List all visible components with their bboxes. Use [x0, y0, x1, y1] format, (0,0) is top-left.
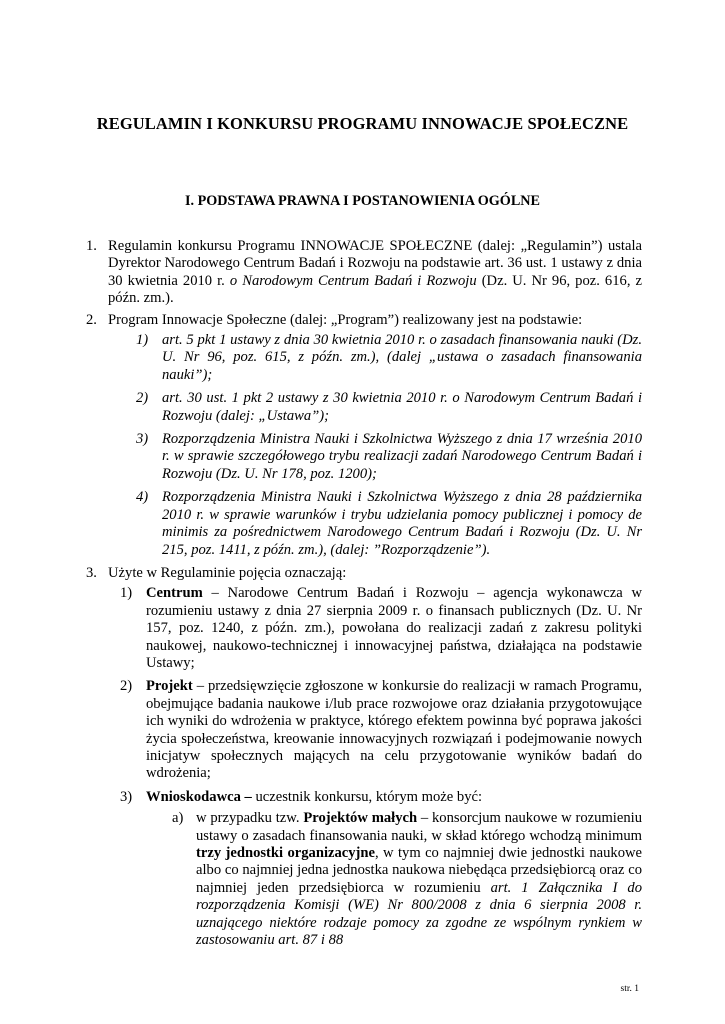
- main-list: [86, 238, 642, 949]
- definition-term: Wnioskodawca –: [146, 788, 252, 805]
- item-text-end: (Dz. U. Nr 96, poz. 616, z późn. zm.).: [108, 272, 642, 307]
- applicant-text: w przypadku tzw.: [196, 810, 304, 827]
- sublist-item: [128, 390, 642, 425]
- section-title: I. PODSTAWA PRAWNA I POSTANOWIENIA OGÓLNE: [184, 193, 540, 209]
- item-number: 3.: [86, 564, 97, 581]
- definition-text: – Narodowe Centrum Badań i Rozwoju – agencja wykonawcza w rozumieniu ustawy z dnia 27 sierpnia 2009 r. o finansach publicznych (Dz. U. Nr 157, poz. 1240, z późn. zm.), powołana do realizacji zadań z zakresu polityki naukowej, naukowo-technicznej i innowacyjnej państwa, działająca na podstawie Ustawy;: [146, 585, 642, 671]
- applicant-bold-term: Projektów małych: [303, 810, 418, 827]
- applicant-type-item: [172, 810, 642, 949]
- definition-number: 1): [120, 585, 133, 602]
- applicant-types-list: [146, 810, 642, 949]
- item-italic-text: o Narodowym Centrum Badań i Rozwoju: [229, 272, 477, 289]
- item-text: Program Innowacje Społeczne (dalej: „Program”) realizowany jest na podstawie:: [108, 311, 583, 328]
- list-item: [86, 238, 642, 308]
- definition-number: 3): [120, 788, 133, 805]
- subitem-number: 4): [136, 489, 149, 506]
- sublist-item: [128, 431, 642, 483]
- definition-text: uczestnik konkursu, którym może być:: [251, 788, 483, 805]
- applicant-text: – konsorcjum naukowe w rozumieniu ustawy o zasadach finansowania nauki, w skład którego wchodzą minimum: [196, 810, 642, 844]
- sublist-item: [128, 332, 642, 384]
- definition-number: 2): [120, 678, 133, 695]
- item-number: 1.: [86, 238, 97, 254]
- document-title: REGULAMIN I KONKURSU PROGRAMU INNOWACJE SPOŁECZNE: [96, 114, 629, 133]
- applicant-type-letter: a): [172, 810, 184, 827]
- applicant-italic-text: art. 1 Załącznika I do rozporządzenia Komisji (WE) Nr 800/2008 z dnia 6 sierpnia 2008 r. uznającego niektóre rodzaje pomocy za zgodne ze wspólnym rynkiem w zastosowaniu art. 87 i 88: [196, 879, 642, 949]
- applicant-bold-term: trzy jednostki organizacyjne: [196, 845, 376, 861]
- definition-item: [114, 678, 642, 782]
- definitions-list: [108, 585, 642, 949]
- subitem-number: 1): [136, 332, 149, 349]
- sublist: [108, 332, 642, 559]
- list-item: [86, 565, 642, 950]
- page-number: str. 1: [620, 984, 639, 994]
- item-number: 2.: [86, 311, 97, 328]
- list-item: [86, 312, 642, 559]
- document-body: [86, 238, 642, 955]
- definition-item: [114, 585, 642, 672]
- subitem-text: Rozporządzenia Ministra Nauki i Szkolnictwa Wyższego z dnia 28 października 2010 r. w sprawie warunków i trybu udzielania pomocy publicznej i pomocy de minimis za pośrednictwem Narodowego Centrum Badań i Rozwoju (Dz. U. Nr 215, poz. 1411, z późn. zm.), (dalej: ”Rozporządzenie”).: [162, 489, 642, 558]
- subitem-number: 2): [136, 390, 149, 407]
- definition-term: Centrum: [146, 585, 203, 602]
- item-text: Regulamin konkursu Programu INNOWACJE SPOŁECZNE (dalej: „Regulamin”) ustala Dyrektor Narodowego Centrum Badań i Rozwoju na podstawie art. 36 ust. 1 ustawy z dnia 30 kwietnia 2010 r.: [108, 238, 642, 289]
- definition-item: [114, 789, 642, 950]
- definition-text: – przedsięwzięcie zgłoszone w konkursie do realizacji w ramach Programu, obejmujące badania naukowe i/lub prace rozwojowe oraz działania przygotowujące ich wyniki do wdrożenia w praktyce, którego efektem powinna być poprawa jakości życia społeczeństwa, kreowanie innowacyjnych rozwiązań i podejmowanie nowych inicjatyw społecznych mających na celu przygotowanie wyników badań do wdrożenia;: [146, 678, 642, 782]
- subitem-text: Rozporządzenia Ministra Nauki i Szkolnictwa Wyższego z dnia 17 września 2010 r. w sprawie szczegółowego trybu realizacji zadań Narodowego Centrum Badań i Rozwoju (Dz. U. Nr 178, poz. 1200);: [162, 431, 642, 482]
- subitem-text: art. 30 ust. 1 pkt 2 ustawy z 30 kwietnia 2010 r. o Narodowym Centrum Badań i Rozwoju (dalej: „Ustawa”);: [162, 390, 642, 424]
- applicant-text: , w tym co najmniej dwie jednostki naukowe albo co najmniej jedna jednostka naukowa niebędąca przedsiębiorcą oraz co najmniej jeden przedsiębiorca w rozumieniu: [196, 845, 643, 896]
- definition-term: Projekt: [146, 678, 193, 695]
- subitem-text: art. 5 pkt 1 ustawy z dnia 30 kwietnia 2010 r. o zasadach finansowania nauki (Dz. U. Nr 96, poz. 615, z późn. zm.), (dalej „ustawa o zasadach finansowania nauki”);: [162, 332, 642, 383]
- sublist-item: [128, 489, 642, 559]
- subitem-number: 3): [136, 431, 149, 448]
- item-text: Użyte w Regulaminie pojęcia oznaczają:: [108, 564, 347, 581]
